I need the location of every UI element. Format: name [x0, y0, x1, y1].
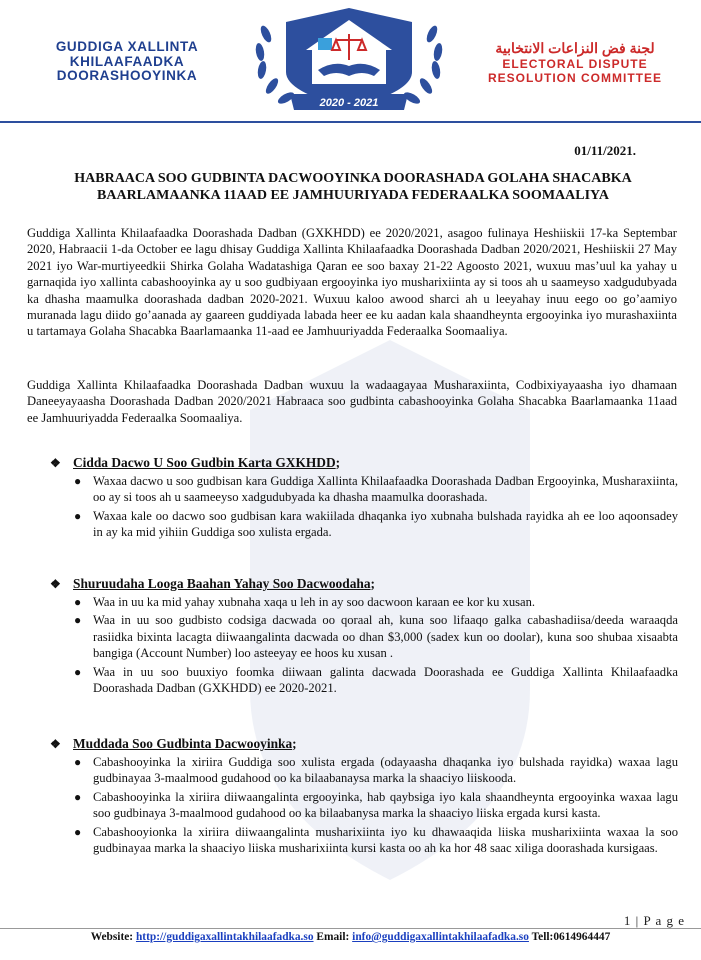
- committee-name-arabic: لجنة فض النزاعات الانتخابية: [495, 40, 655, 56]
- list-item-text: Waxaa kale oo dacwo soo gudbisan kara wakiilada dhaqanka iyo xubnaha bulshada rayidka ah ee loo aqoonsadey in ay ka mid yihiin Guddiga soo xulista ergada.: [93, 508, 678, 540]
- bullet-icon: ●: [74, 789, 82, 804]
- committee-name-line1: GUDDIGA XALLINTA: [55, 39, 199, 54]
- list-item: [50, 508, 678, 541]
- diamond-bullet-icon: ❖: [50, 577, 61, 591]
- intro-paragraph: Guddiga Xallinta Khilaafaadka Doorashada Dadban (GXKHDD) ee 2020/2021, asagoo fulinaya Heshiiskii 17-ka Septembar 2020, Habraacii 1-da October ee lagu dhisay Guddiga Xallinta Khilaafaadka Doorashada Dadban 2020/2021, Heshiiskii 27 May 2021 iyo War-murtiyeedkii Shirka Golaha Wadatashiga Qaran ee soo baxay 21-22 Agoosto 2021, wuxuu mas’uul ka yahay u garnaqida iyo xallinta cabashooyinka ay u soo gudbiyaan ergooyinka iyo musharixiinta ay si toos ah u saameyso xadgudubyada ka dhasha maamulka doorashada dadban 2020-2021. Wuxuu kaloo awood sharci ah u leeyahay inuu eego oo go’aamiyo muranada lagu diido go’aanada ay gaareen guddiyada labada heer ee ku aadan kala shaandheynta ergooyinka iyo murashaxiinta u tartamaya Golaha Shacabka Baarlamaanka 11-aad ee Jamhuuriyadda Federaalka Soomaaliya.: [27, 226, 677, 339]
- bullet-icon: ●: [74, 474, 82, 488]
- list-item-text: Waxaa dacwo u soo gudbisan kara Guddiga Xallinta Khilaafaadka Doorashada Dadban Ergooyinka, Musharaxiinta, oo ay si toos ah u saameeyso xadgudubyada ka dhasha maamulka doorashada.: [93, 474, 678, 505]
- section-heading-suffix: ;: [370, 576, 376, 591]
- section-heading: [50, 576, 678, 592]
- list-item-text: Waa in uu ka mid yahay xubnaha xaqa u leh in ay soo dacwoon karaan ee kor ku xusan.: [93, 595, 536, 609]
- list-item-text: Waa in uu soo gudbisto codsiga dacwada oo qoraal ah, kuna soo lifaaqo galka cabashadiisa/deeda waraaqda rasiidka bixinta lacagta diiwaangalinta dacwada oo dhan $3,000 (sadex kun oo doolar), kuna soo shubaa xisaabta bangiga (Account Number) loo asteeyay ee hoos ku xusan .: [93, 613, 678, 661]
- list-item-text: Cabashooyinka la xiriira diiwaangalinta ergooyinka, hab qaybsiga iyo kala shaandheynta ergooyinka waxaa lagu soo gudbinaya 3-maalmood gudahood oo ka bilaabanysa marka la shaaciyo liiska ergada kursi kasta.: [93, 789, 678, 821]
- section-filing-deadlines: [50, 736, 678, 856]
- footer-divider: [0, 928, 701, 929]
- bullet-icon: ●: [74, 595, 82, 609]
- bullet-list: [50, 473, 678, 541]
- title-line1: HABRAACA SOO GUDBINTA DACWOOYINKA DOORASHADA GOLAHA SHACABKA: [74, 171, 632, 186]
- list-item-text: Waa in uu soo buuxiyo foomka diiwaan galinta dacwada Doorashada ee Guddiga Xallinta Khilaafaadka Doorashada Dadban (GXKHDD) ee 2020-2021.: [93, 664, 678, 696]
- website-label: Website:: [90, 931, 134, 943]
- letterhead: [0, 0, 701, 135]
- document-date: 01/11/2021.: [574, 143, 636, 158]
- bullet-icon: ●: [74, 613, 82, 628]
- bullet-icon: ●: [74, 824, 82, 839]
- footer-contact: [0, 931, 701, 943]
- bullet-list: [50, 754, 678, 856]
- committee-name-english-line2: RESOLUTION COMMITTEE: [488, 71, 662, 85]
- list-item: [50, 664, 678, 697]
- page-number: 1 | P a g e: [623, 913, 685, 928]
- website-link[interactable]: http://guddigaxallintakhilaafadka.so: [135, 931, 314, 943]
- title-line2: BAARLAMAANKA 11AAD EE JAMHUURIYADA FEDERAALKA SOOMAALIYA: [97, 188, 609, 203]
- email-label: Email:: [316, 931, 350, 943]
- section-heading-text: Muddada Soo Gudbinta Dacwooyinka: [73, 736, 293, 751]
- header-divider: [0, 121, 701, 123]
- bullet-icon: ●: [74, 508, 82, 523]
- committee-name-line2: KHILAAFAADKA: [69, 53, 185, 69]
- diamond-bullet-icon: ❖: [50, 737, 61, 751]
- section-heading-text: Shuruudaha Looga Baahan Yahay Soo Dacwoodaha: [73, 576, 371, 591]
- committee-logo: [246, 4, 452, 116]
- diamond-bullet-icon: ❖: [50, 456, 61, 470]
- section-heading-suffix: ;: [292, 736, 297, 751]
- section-heading-text: Cidda Dacwo U Soo Gudbin Karta GXKHDD: [73, 455, 336, 470]
- committee-name-arabic-english: [455, 40, 695, 85]
- list-item: [50, 612, 678, 661]
- list-item: [50, 754, 678, 787]
- list-item-text: Cabashooyionka la xiriira diiwaangalinta musharixiinta iyo ku dhawaaqida liiska musharixiinta waxaa la soo gudbinayaa marka la shaaciyo liiska musharixiinta kursi kasta oo ah ka hor 48 saac xiliga doorashada kursigaas.: [93, 824, 678, 856]
- list-item: [50, 789, 678, 822]
- section-heading: [50, 455, 678, 471]
- committee-name-somali: [18, 40, 236, 84]
- section-heading-suffix: ;: [335, 455, 341, 470]
- bullet-list: [50, 594, 678, 696]
- telephone: Tell:0614964447: [531, 931, 611, 943]
- bullet-icon: ●: [74, 755, 82, 769]
- email-link[interactable]: info@guddigaxallintakhilaafadka.so: [352, 931, 529, 943]
- committee-name-line3: DOORASHOOYINKA: [56, 68, 198, 83]
- list-item: [50, 824, 678, 857]
- list-item-text: Cabashooyinka la xiriira Guddiga soo xulista ergada (odayaasha dhaqanka iyo bulshada rayidka) waxaa lagu gudbinayaa 3-maalmood gudahood oo ka bilaabanaysa marka la shaaciyo liiskooda.: [93, 755, 678, 786]
- second-paragraph: Guddiga Xallinta Khilaafaadka Doorashada Dadban wuxuu la wadaagayaa Musharaxiinta, Codbixiyayaasha iyo dhamaan Daneeyayaasha Doorashada Dadban 2020/2021 Habraaca soo gudbinta cabashooyinka Golaha Shacabka Baarlamaanka 11aad ee Jamhuuriyadda Federaalka Soomaaliya.: [27, 378, 677, 425]
- list-item: [50, 473, 678, 506]
- section-requirements: [50, 576, 678, 696]
- logo-years: 2020 - 2021: [319, 97, 379, 109]
- committee-name-english-line1: ELECTORAL DISPUTE: [502, 57, 648, 71]
- list-item: [50, 594, 678, 610]
- bullet-icon: ●: [74, 664, 82, 679]
- document-title: [28, 170, 678, 204]
- ballot-icon: [318, 38, 332, 50]
- section-who-can-file: [50, 455, 678, 541]
- section-heading: [50, 736, 678, 752]
